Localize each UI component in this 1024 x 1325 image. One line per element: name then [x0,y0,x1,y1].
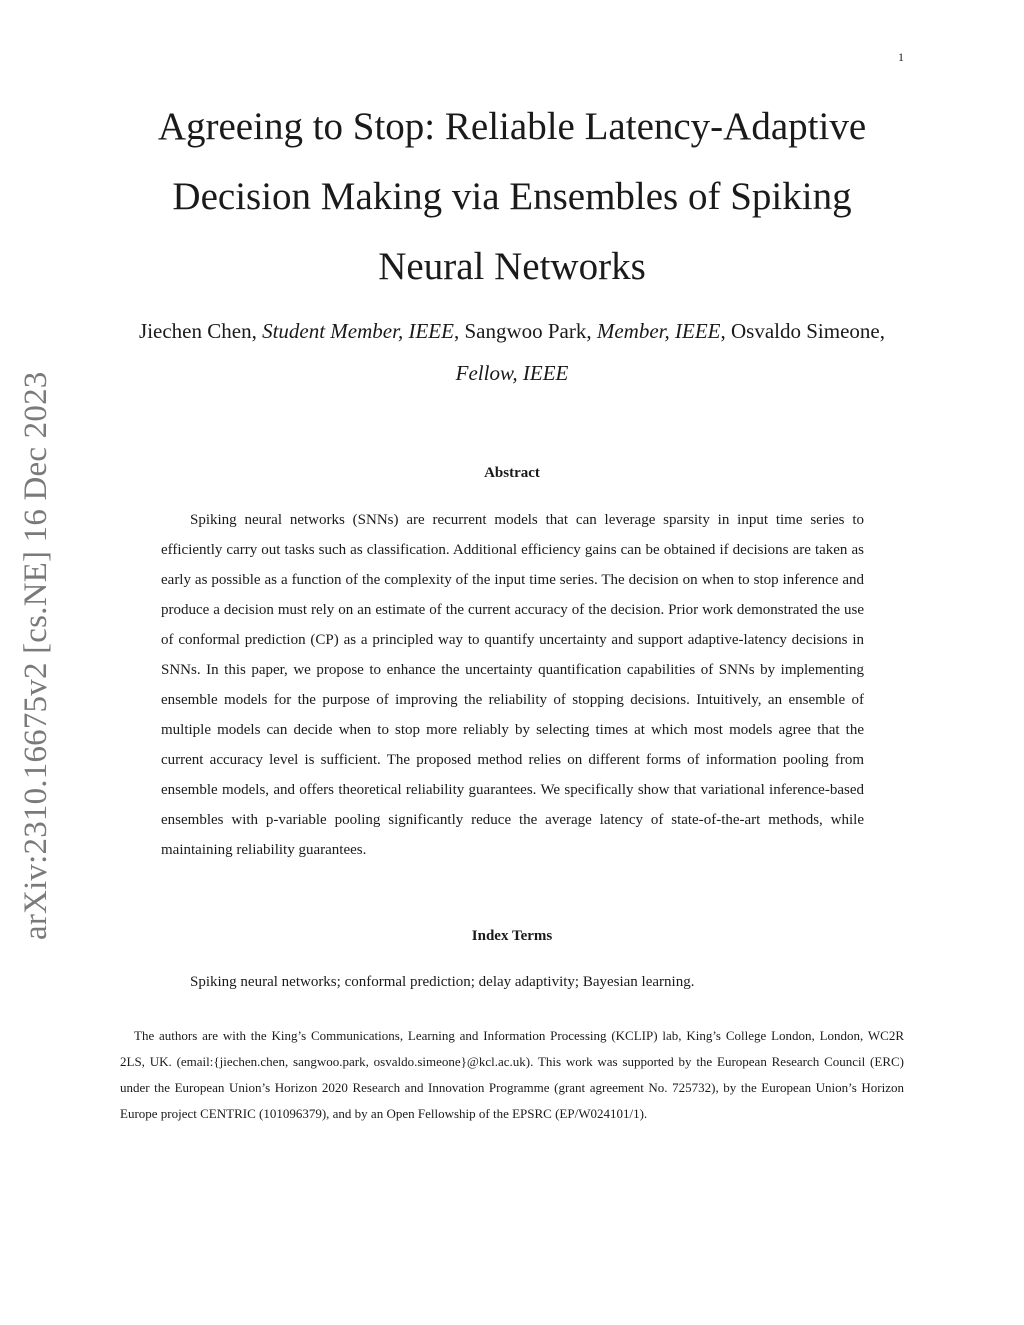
author-separator: , Osvaldo Simeone, [720,319,885,343]
index-terms-text: Spiking neural networks; conformal prediction; delay adaptivity; Bayesian learning. [190,974,695,990]
abstract-text: Spiking neural networks (SNNs) are recurrent models that can leverage sparsity in input time series to efficiently carry out tasks such as classification. Additional efficiency gains can be obtained if decisions are taken as early as possible as a function of the complexity of the input time series. The decision on when to stop inference and produce a decision must rely on an estimate of the current accuracy of the decision. Prior work demonstrated the use of conformal prediction (CP) as a principled way to quantify uncertainty and support adaptive-latency decisions in SNNs. In this paper, we propose to enhance the uncertainty quantification capabilities of SNNs by implementing ensemble models for the purpose of improving the reliability of stopping decisions. Intuitively, an ensemble of multiple models can decide when to stop more reliably by selecting times at which most models agree that the current accuracy level is sufficient. The proposed method relies on different forms of information pooling from ensemble models, and offers theoretical reliability guarantees. We specifically show that variational inference-based ensembles with p-variable pooling significantly reduce the average latency of state-of-the-art methods, while maintaining reliability guarantees. [161,512,864,858]
author-separator: , Sangwoo Park, [453,319,597,343]
arxiv-identifier: arXiv:2310.16675v2 [cs.NE] 16 Dec 2023 [18,371,54,940]
author-membership: Student Member, IEEE [262,319,454,343]
author-affiliation-footnote: The authors are with the King’s Communications, Learning and Information Processing (KCLIP) lab, King’s College London, London, WC2R 2LS, UK. (email:{jiechen.chen, sangwoo.park, osvaldo.simeone}@kcl.ac.uk). This work was supported by the European Research Council (ERC) under the European Union’s Horizon 2020 Research and Innovation Programme (grant agreement No. 725732), by the European Union’s Horizon Europe project CENTRIC (101096379), and by an Open Fellowship of the EPSRC (EP/W024101/1). [120,1028,904,1121]
paper-title: Agreeing to Stop: Reliable Latency-Adaptive Decision Making via Ensembles of Spiking Neural Networks [157,105,867,288]
abstract-heading: Abstract [484,465,540,481]
author-name: Jiechen Chen, [139,319,263,343]
author-membership: Member, IEEE [596,319,721,343]
author-membership: Fellow, IEEE [455,361,569,385]
author-line [110,310,914,394]
index-terms-heading: Index Terms [471,928,553,944]
page-number: 1 [898,50,904,64]
